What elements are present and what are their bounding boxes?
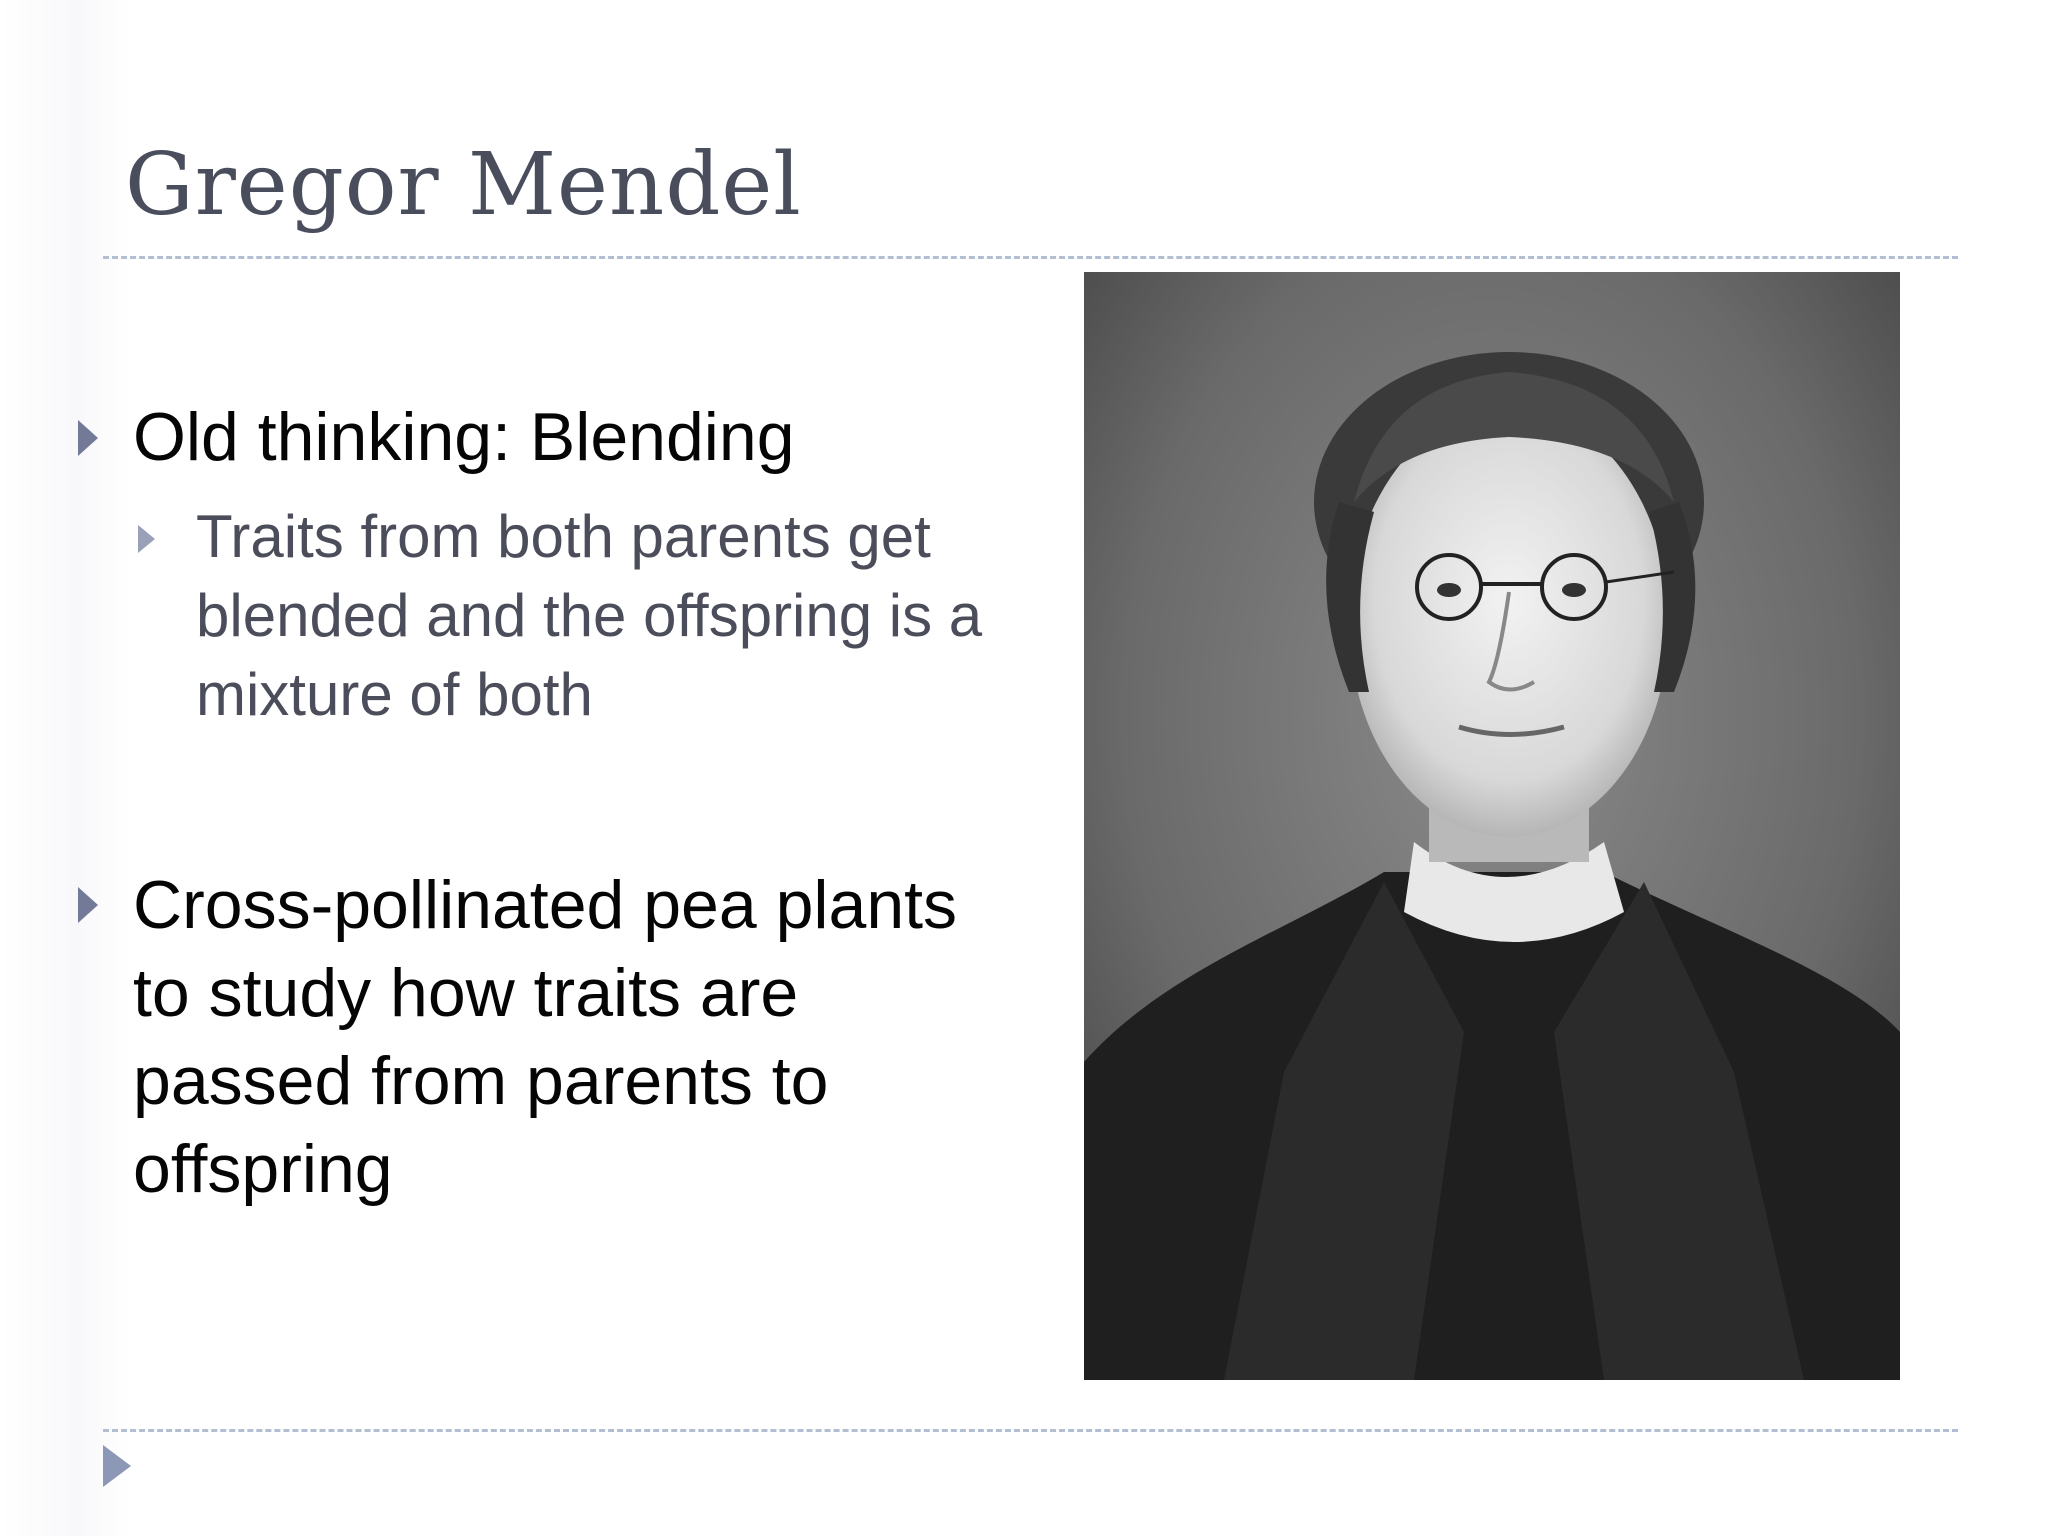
sub-bullet-line-2: blended and the offspring is a [196,582,983,649]
portrait-illustration [1084,272,1900,1380]
slide-title: Gregor Mendel [125,135,802,235]
next-slide-arrow-icon[interactable] [103,1445,131,1487]
bullet-1-text: Old thinking: Blending [133,399,795,475]
sub-bullet-arrow-icon [138,525,155,553]
sub-bullet-line-1: Traits from both parents get [196,503,931,570]
footer-divider [103,1429,1958,1432]
bullet-2-text [133,861,957,1213]
bullet-arrow-icon [78,887,98,923]
title-divider [103,256,1958,259]
bullet-arrow-icon [78,420,98,456]
bullet-2-line-3: passed from parents to [133,1043,829,1119]
left-gradient [0,0,130,1536]
sub-bullet-line-3: mixture of both [196,661,593,728]
bullet-2-line-2: to study how traits are [133,955,799,1031]
portrait-photo [1084,272,1900,1380]
sub-bullet-1-text [196,497,982,734]
bullet-2-line-4: offspring [133,1131,393,1207]
bullet-2-line-1: Cross-pollinated pea plants [133,867,958,943]
